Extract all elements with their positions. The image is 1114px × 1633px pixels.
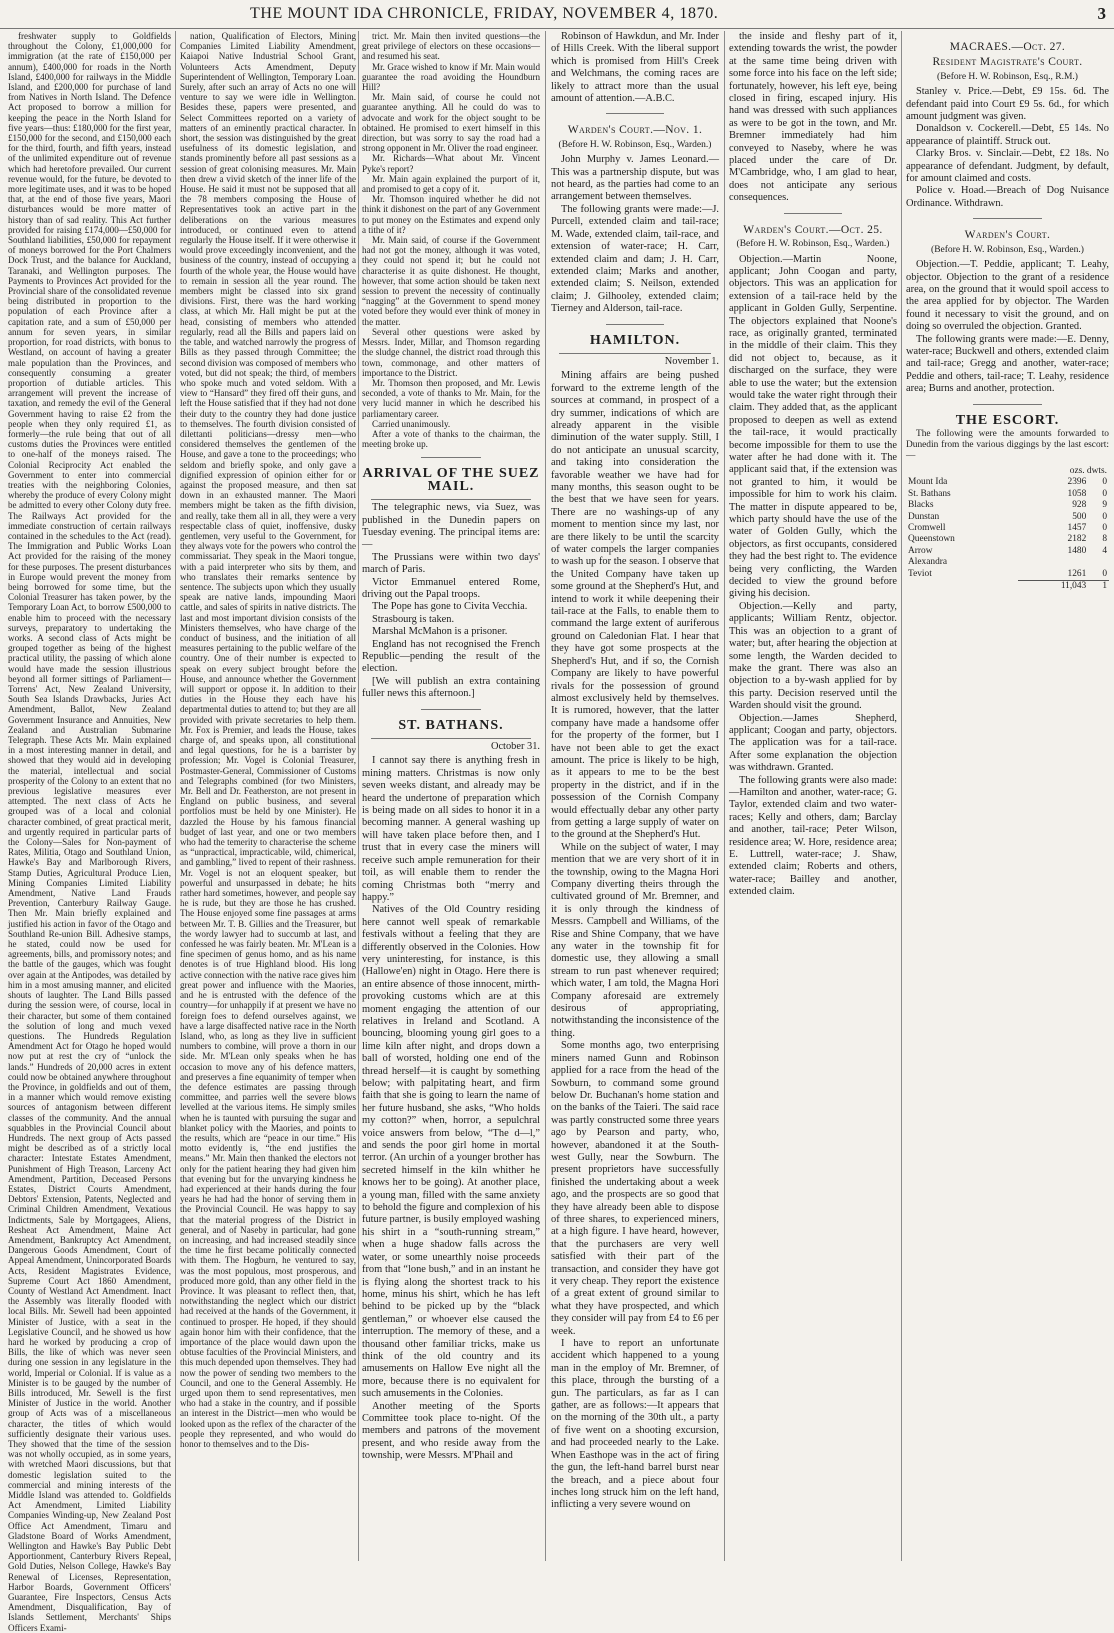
escort-header-row	[906, 466, 1109, 477]
court-subheading: (Before H. W. Robinson, Esq., R.M.)	[937, 71, 1078, 82]
escort-total-ozs: 11,043	[1018, 581, 1088, 593]
escort-row	[906, 489, 1109, 500]
article-paragraph: freshwater supply to Goldfields throughout the Colony, £1,000,000 for immigration (at the rate of £150,000 per annum), £400,000 for roads in the North Island, £400,000 for railways in the Middle Island, and £200,000 for purchase of land from Natives in North Island. The Defence Act proposed to borrow a million for keeping the peace in the North Island for five years—thus: £180,000 for the first year, £150,000 for the second, and £150,000 each for the third, fourth, and fifth years, instead of the unlimited expenditure out of revenue which had heretofore prevailed. Our current revenue would, for the future, be devoted to more legitimate uses, and it was to be hoped that, at the end of those five years, Maori disturbances would be more matter of history than of sad reality. This Act further provided for raising £174,000—£50,000 for Southland liabilities, £50,000 for repayment of moneys borrowed for the Port Chalmers Dock Trust, and the balance for Auckland, Taranaki, and Wellington purposes. The Payments to Provinces Act provided for the Provincial share of the consolidated revenue being distributed in proportion to the population of each Province after a capitation rate, and a sum of £50,000 per annum for seven years, in similar proportion, for road districts, with bonus to Westland, on account of having a greater male population than the Provinces, and consequently consuming a greater proportion of dutiable articles. This arrangement will prevent the increase of taxation, and remedy the evil of the General Government having to raise £2 from the people when they only required £1, as formerly—the rule being that out of all customs duties the Provinces were entitled to one-half of the moneys raised. The Colonial Reciprocity Act enabled the Government to enter into commercial treaties with the neighboring Colonies, whereby the produce of every Colony might be admitted to every other Colony duty free. The Railways Act provided for the immediate construction of certain railways contained in the schedules to the Act (read). The Immigration and Public Works Loan Act provided for the raising of the money for these purposes. The present disturbances in Europe would prevent the money from being borrowed for some time, but the Colonial Treasurer has taken power, by the Temporary Loan Act, to borrow £500,000 to enable him to proceed with the necessary surveys, preparatory to undertaking the works. A second class of Acts might be grouped together as being of the highest practical utility, the passing of which alone would have made the session illustrious beyond all former sittings of Parliament—Torrens' Act, New Zealand University, South Sea Islands Drawbacks, Juries Act Amendment, Ballot, New Zealand Government Insurance and Annuities, New Zealand and Australian Submarine Telegraph. These Acts Mr. Main explained in a most interesting manner in detail, and showed that they would aid in developing the material, intellectual and social prosperity of the Colony to an extent that no previous legislative measures ever attempted. The next class of Acts he grouped was of a local and colonial character combined, of great practical merit, and urgently required in particular parts of the Colony—Sales for Non-payment of Rates, Militia, Otago and Southland Union, Hawke's Bay and Marlborough Rivers, Stamp Duties, Agricultural Produce Lien, Mining Companies Limited Liability Amendment, Native Land Frauds Prevention, Canterbury Railway Gauge. Then Mr. Main briefly explained and justified his action in favor of the Otago and Southland Re-union Bill. Adhesive stamps, he stated, could now be used for agreements, bills, and promissory notes; and the battle of the gauges, which was fought over again at the Antipodes, was detailed by him in a most amusing manner, and elicited shouts of laughter. The Land Bills passed during the session were, of course, local in their character, but some of them contained the solution of long and much vexed questions. The Hundreds Regulation Amendment Act for Otago he hoped would now put at rest the cry of “unlock the lands.” Hundreds of 20,000 acres in extent could now be obtained anywhere throughout the Province, in goldfields and out of them, in a manner which would remove existing sources of antagonism between different classes of the community. And the annual squabbles in the Provincial Council about Hundreds. The next group of Acts passed might be described as of a strictly local character: Intestate Estates Amendment, Punishment of High Treason, Larceny Act Amendment, Partition, Deceased Persons Estates, District Courts Amendment, Debtors' Extension, Patents, Neglected and Criminal Children Amendment, Vexatious Indictments, Sale by Mortgagees, Aliens, Resheat Act Amendment, Maine Act Amendment, Bankruptcy Act Amendment, Dangerous Goods Amendment, Court of Appeal Amendment, Unincorporated Boards Acts, Resident Magistrates Evidence, Supreme Court Act 1860 Amendment, County of Westland Act Amendment. Inact the Assembly was literally flooded with local Bills. Mr. Sewell had been appointed Minister of Justice, with a seat in the Legislative Council, and he showed us how hard he worked by producing a crop of Bills, the like of which was never seen during one session in any legislature in the world, Imperial or Colonial. If is value as a Minister is to be gauged by the number of Bills introduced, Mr. Sewell is the first Minister of Justice in the world. Another group of Acts was of a miscellaneous character, the titles of which would sufficiently designate their various uses. They showed that the time of the session was not wholly occupied, as in some years, with wretched Maori discussions, but that domestic legislation suited to the commercial and mining interests of the Middle Island was attended to. Goldfields Act Amendment, Limited Liability Companies Winding-up, New Zealand Post Office Act Amendment, Timaru and Gladstone Board of Works Amendment, Wellington and Hawke's Bay Public Debt Apportionment, Canterbury Rivers Repeal, Gold Duties, Nelson College, Hawke's Bay Renewal of Licenses, Representation, Harbor Boards, Government Officers' Guarantee, Fire Inspectors, Census Acts Amendment, Disqualification, Bay of Islands Settlement, Merchants' Ships Officers Exami-	[8, 31, 171, 1633]
article-paragraph: The Pope has gone to Civita Vecchia.	[372, 601, 528, 613]
article-paragraph: Clarky Bros. v. Sinclair.—Debt, £2 18s. No appearance of defendant. Judgment, by default, for amount claimed and costs.	[906, 148, 1109, 185]
article-paragraph: Some months ago, two enterprising miners named Gunn and Robinson applied for a race from the head of the Sowburn, to command some ground below Dr. Buchanan's home station and on the banks of the Taieri. The said race was partly constructed some three years ago by Pearson and party, who, however, abandoned it at the South-west Gully, near the Sowburn. The present proprietors have successfully finished the undertaking about a week ago, and the prospects are so good that they have already been able to dispose of three shares, to experienced miners, at a high figure. I have heard, however, that the purchasers are very well satisfied with their part of the transaction, and consider they have got it very cheap. They report the existence of a great extent of ground similar to what they have prospected, and which they consider will pay from £4 to £6 per week.	[551, 1040, 719, 1337]
page-number: 3	[1097, 4, 1106, 23]
escort-ozs: 2396	[1067, 477, 1087, 488]
article-paragraph: Mr. Main said, of course he could not guarantee anything. All he could do was to advocate and work for the object sought to be obtained. He promised to exert himself in this direction, but was sorry to say the road had a strong opponent in Mr. Oliver the road engineer.	[362, 92, 540, 154]
section-heading: HAMILTON.	[589, 332, 681, 348]
escort-dwts	[1088, 557, 1109, 568]
section-divider	[606, 113, 663, 114]
escort-dwts: 0	[1102, 477, 1107, 488]
article-paragraph: Police v. Hoad.—Breach of Dog Nuisance Ordinance. Withdrawn.	[906, 185, 1109, 209]
escort-dwts: 9	[1102, 500, 1107, 511]
article-paragraph: Another meeting of the Sports Committee took place to-night. Of the members and patrons of the movement present, and who reside away from the township, were Messrs. M'Phail and	[362, 1400, 540, 1462]
escort-place: St. Bathans	[908, 488, 951, 499]
escort-row	[906, 534, 1109, 545]
heading-rule	[371, 738, 531, 739]
section-divider	[421, 709, 482, 710]
court-subheading: (Before H. W. Robinson, Esq., Warden.)	[736, 239, 890, 250]
court-subheading: (Before H. W. Robinson, Esq., Warden.)	[558, 139, 712, 150]
section-heading: Warden's Court.—Oct. 25.	[743, 223, 883, 236]
article-paragraph: nation, Qualification of Electors, Mining Companies Limited Liability Amendment, Kaiapoi Native Industrial School Grant, Volunteers Acts Amendment, Deputy Superintendent of Wellington, Temporary Loan. Surely, after such an array of Acts no one will venture to say we were idle in Wellington. Besides these, papers were presented, and Select Committees reported on a variety of matters of an eminently practical character. In short, the session was distinguished by the great usefulness of its domestic legislation, and stands prominently before all past sessions as a session of great colonising measures. Mr. Main then drew a vivid sketch of the inner life of the House. He said it must not be supposed that all the 78 members composing the House of Representatives took an active part in the deliberations on the various measures introduced, or continued even to attend regularly the House itself. If it were otherwise it would prove exceedingly inconvenient, and the business of the country, instead of occupying a fourth of the whole year, the House would have to remain in session all the year round. The members might be classed into six grand divisions. First, there was the hard working class, at which Mr. Hall might be put at the head, consisting of members who attended regularly, read all the Bills and papers laid on the table, and watched narrowly the progress of Bills as they passed through Committee; the second division was composed of members who voted, but did not speak; the third, of members who spoke much and voted seldom. With a view to “Hansard” they fired off their guns, and left the House satisfied that if they had not done their duty to the country they had done justice to themselves. The fourth division consisted of dilettanti politicians—dressy men—who considered themselves the gentlemen of the House, and gave a tone to the proceedings; who seldom and briefly spoke, and only gave a dignified expression of opinion either for or against the proposed measure, and then sat down in an exhausted manner. The Maori members might be taken as the fifth division, and really, take them all in all, they were a very respectable class of quiet, inoffensive, dusky gentlemen, very useful to the Government, for they always vote for the powers who control the commissariat. They speak in the Maori tongue, with a paid interpreter who sits by them, and who translates their remarks sentence by sentence. The subjects upon which they usually speak are native lands, impounding Maori cattle, and sales of spirits in native districts. The last and most important division consists of the Ministers themselves, who have charge of the conduct of business, and the initiation of all measures pertaining to the public welfare of the country. One of their number is expected to speak on every subject brought before the House, and announce whether the Government will support or oppose it. In addition to their duties in the House they each have his departmental duties to attend to; but they are all provided with private secretaries to help them. Mr. Fox is Premier, and leads the House, takes charge of, and speaks upon, all constitutional and legal questions, for he is a barrister by profession; Mr. Vogel is Colonial Treasurer, Postmaster-General, Commissioner of Customs and Telegraphs combined (for two Ministers, Mr. Bell and Dr. Featherston, are not present in England on public business, and several portfolios must be held by one Minister). He dazzled the House by his famous financial budget of last year, and one or two members who had the temerity to characterise the scheme as “unpractical, impracticable, wild, chimerical, and gambling,” lived to repent of their rashness. Mr. Vogel is not an eloquent speaker, but powerful and unsurpassed in debate; he hits rather hard sometimes, however, and people say he is rude, but they are those he has crushed. The House enjoyed some fine passages at arms between Mr. T. B. Gillies and the Treasurer, but the wordy lawyer had to succumb at last, and confessed he was fairly beaten. Mr. M'Lean is a fine specimen of genus homo, and as his name denotes is of true Highland blood. His long active connection with the native race gives him great power and influence with the Maories, and he is entrusted with the defence of the country—for unhappily if at present we have no foreign foes to defend ourselves against, we have a large disaffected native race in the North Island, who, as long as they live in sufficient numbers to combine, will prove a thorn in our side. Mr. M'Lean only speaks when he has occasion to move any of his defence matters, and preserves a fine equanimity of temper when the defence estimates are passing through committee, and parries well the severe blows levelled at the various items. He simply smiles when he is taunted with pursuing the sugar and blanket policy with the Maories, and points to the results, which are “peace in our time.” His motto evidently is, “the end justifies the means.” Mr. Main then thanked the electors not only for the patient hearing they had given him that evening but for the unvarying kindness he had experienced at their hands during the four years he had had the honor of serving them in the Provincial Council. He was happy to say that the material progress of the District in general, and of Naseby in particular, had gone on increasing, and had increased steadily since the time he first became politically connected with them. The Hogburn, he ventured to say, was the most populous, most prosperous, and produced more gold, than any other field in the Province. It was pleasant to reflect then, that, notwithstanding the neglect which our district had received at the hands of the Government, it continued to prosper. He hoped, if they should again honor him with their confidence, that the importance of the place would dawn upon the obtuse faculties of the Provincial Ministers, and this much depended upon themselves. They had now the power of sending two members to the Council, and one to the General Assembly. He urged upon them to send representatives, men who had a stake in the country, and if possible an interest in the District—men who would be looked upon as the reflex of the character of the people they represented, and who would do honor to themselves and to the Dis-	[180, 31, 356, 1450]
escort-dwts: 0	[1102, 568, 1107, 579]
column-rule	[358, 31, 359, 1561]
escort-row	[906, 523, 1109, 534]
masthead-title: THE MOUNT IDA CHRONICLE, FRIDAY, NOVEMBER 4, 1870.	[250, 5, 719, 22]
column-rule	[901, 31, 902, 1561]
escort-place: Dunstan	[908, 511, 940, 522]
escort-place: Alexandra	[908, 557, 948, 568]
court-subheading: (Before H. W. Robinson, Esq., Warden.)	[931, 244, 1084, 255]
article-paragraph: Objection.—James Shepherd, applicant; Coogan and party, objectors. The application was for a tail-race. After some explanation the objection was withdrawn. Granted.	[729, 712, 897, 774]
escort-dwts: 0	[1102, 523, 1107, 533]
article-paragraph: Victor Emmanuel entered Rome, driving out the Papal troops.	[362, 576, 540, 600]
article-paragraph: While on the subject of water, I may mention that we are very short of it in the township, owing to the Magna Hori Company diverting theirs through the cultivated ground of Mr. Bremner, and it is only through the kindness of Messrs. Campbell and Williams, of the Rise and Shine Company, that we have any water in the township fit for domestic use, they allowing a small stream to run past whenever required; which water, I am told, the Magna Hori Company aforesaid are extremely desirous of appropriating, notwithstanding the inconsistence of the thing.	[551, 841, 719, 1039]
article-paragraph: Mr. Main said, of course if the Government had not got the money, although it was voted, they could not spend it; but he could not characterise it as quite dishonest. He thought, however, that some action should be taken next session to prevent the necessity of continually “nagging” at the Government to spend money voted before they would ever think of money in the matter.	[362, 235, 540, 327]
section-heading: ARRIVAL OF THE SUEZ MAIL.	[362, 466, 540, 494]
article-paragraph: Objection.—Kelly and party, applicants; William Rentz, objector. This was an objection to a grant of water; but, after hearing the objection at some length, the Warden decided to make the grant. There was also an objection to a by-wash applied for by this party. Decision reserved until the Warden should visit the ground.	[729, 600, 897, 712]
escort-row	[906, 546, 1109, 557]
column-6	[906, 31, 1109, 1561]
article-paragraph: Robinson of Hawkdun, and Mr. Inder of Hills Creek. With the liberal support which is promised from Hill's Creek and Welchmans, the coming races are likely to attract more than the usual amount of attention.—A.B.C.	[551, 31, 719, 105]
escort-dwts: 4	[1102, 545, 1107, 556]
article-paragraph: Stanley v. Price.—Debt, £9 15s. 6d. The defendant paid into Court £9 5s. 6d., for which amount judgment was given.	[906, 86, 1109, 123]
escort-place: Arrow	[908, 545, 933, 556]
escort-rows	[906, 477, 1109, 580]
escort-total-dwts: 1	[1088, 581, 1109, 593]
article-paragraph: Several other questions were asked by Messrs. Inder, Millar, and Thomson regarding the sludge channel, the district road through this town, commonage, and other matters of importance to the District.	[362, 326, 540, 378]
article-paragraph: John Murphy v. James Leonard.—This was a partnership dispute, but was not heard, as the parties had come to an arrangement between themselves.	[551, 154, 719, 203]
escort-place: Cromwell	[908, 523, 946, 533]
column-3	[362, 31, 540, 1561]
section-heading: MACRAES.—Oct. 27.	[949, 41, 1066, 53]
article-paragraph: The following grants were made:—E. Denny, water-race; Buckwell and others, extended claim and tail-race; Gregg and another, water-race; Peddie and others, tail-race; T. Leahy, residence area; Burns and another, protection.	[906, 333, 1109, 395]
st-bathans-article	[362, 717, 540, 1463]
escort-place: Queenstown	[908, 534, 955, 545]
escort-row	[906, 569, 1109, 581]
column-5	[729, 31, 897, 1561]
section-heading: THE ESCORT.	[955, 412, 1060, 428]
article-paragraph: The Prussians were within two days' march of Paris.	[362, 551, 540, 576]
escort-row	[906, 477, 1109, 488]
column-rule	[175, 31, 176, 1561]
article-paragraph: After a vote of thanks to the chairman, the meeting broke up.	[362, 428, 540, 450]
escort-ozs: 928	[1072, 500, 1087, 511]
suez-mail-article	[362, 468, 540, 700]
escort-row	[906, 512, 1109, 523]
escort-ozs: 1261	[1067, 568, 1087, 579]
article-paragraph: Objection.—T. Peddie, applicant; T. Leahy, objector. Objection to the grant of a residence area, on the ground that it would spoil access to the area applied for by objector. The Warden found it necessary to visit the ground, and on doing so overruled the objection. Granted.	[906, 259, 1109, 333]
section-divider	[784, 213, 841, 214]
article-paragraph: Mr. Richards—What about Mr. Vincent Pyke's report?	[362, 153, 540, 174]
dateline: October 31.	[490, 741, 540, 753]
article-paragraph: Carried unanimously.	[372, 418, 451, 429]
column-1	[8, 31, 171, 1633]
escort-table	[906, 466, 1109, 592]
article-paragraph: Mr. Grace wished to know if Mr. Main would guarantee the road avoiding the Houndburn Hill?	[362, 61, 540, 93]
escort-place: Blacks	[908, 500, 934, 511]
article-paragraph: Mr. Thomson inquired whether he did not think it dishonest on the part of any Government to put money on the Estimates and expend only a tithe of it?	[362, 194, 540, 235]
escort-ozs: 1480	[1067, 545, 1087, 556]
section-divider	[421, 457, 482, 458]
escort-ozs: 1457	[1067, 523, 1087, 533]
section-heading: Warden's Court.—Nov. 1.	[567, 124, 703, 137]
escort-row	[906, 500, 1109, 511]
section-heading: Resident Magistrate's Court.	[932, 56, 1083, 69]
article-paragraph: Mr. Main again explained the purport of it, and promised to get a copy of it.	[362, 173, 540, 195]
escort-dwts: 0	[1102, 511, 1107, 522]
article-paragraph: Mr. Thomson then proposed, and Mr. Lewis seconded, a vote of thanks to Mr. Main, for the very lucid manner in which he described his parliamentary career.	[362, 377, 540, 419]
heading-rule	[559, 353, 710, 354]
section-divider	[973, 218, 1042, 219]
article-paragraph: Objection.—Martin Noone, applicant; John Coogan and party, objectors. This was an application for extension of a tail-race held by the applicant in Golden Gully, Serpentine. The objectors explained that Noone's race, as originally granted, terminated in the middle of their claim. This they did not object to, because, as it discharged on the surface, they were able to use the water; but the extension would take the water right through their claim. They added that, as the applicant proposed to deepen as well as extend the tail-race, it would practically become impossible for them to use the water after he had done with it. The applicant said that, if the extension was not granted to him, it would be impossible for him to work his claim. The matter in dispute appeared to be, which party should have the use of the water of Golden Gully, which the objectors, as first occupants, considered they had the best right to. The evidence being very conflicting, the Warden decided to view the ground before giving his decision.	[729, 253, 897, 600]
article-paragraph: [We will publish an extra containing fuller news this afternoon.]	[362, 675, 540, 700]
escort-ozs: 1058	[1067, 488, 1087, 499]
escort-units: ozs. dwts.	[1069, 465, 1107, 476]
escort-total-row	[906, 581, 1109, 593]
escort-ozs: 500	[1072, 511, 1087, 522]
article-paragraph: the inside and fleshy part of it, extending towards the wrist, the powder at the same time being driven with some force into his face on the left side; fortunately, however, his left eye, being closed in firing, escaped injury. His hand was dressed with such appliances as were to be got in the town, and Mr. Bremner immediately had him conveyed to Naseby, where he was placed under the care of Dr. M'Cambridge, who, I am glad to hear, does not anticipate any serious consequences.	[729, 31, 897, 204]
article-paragraph: The following were the amounts forwarded to Dunedin from the various diggings by the last escort:—	[906, 428, 1109, 461]
article-paragraph: The telegraphic news, via Suez, was published in the Dunedin papers on Tuesday evening. The principal items are:—	[362, 502, 540, 551]
article-paragraph: I have to report an unfortunate accident which happened to a young man in the employ of Mr. Bremner, of this place, through the bursting of a gun. The particulars, as far as I can gather, are as follows:—It appears that on the morning of the 30th ult., a party of five went on a shooting excursion, and had proceeded nearly to the Lake. When Easthope was in the act of firing the gun, the left-hand barrel burst near the breach, and a piece about four inches long struck him on the left hand, inflicting a very severe wound on	[551, 1338, 719, 1511]
dateline: November 1.	[664, 355, 719, 367]
section-heading: Warden's Court.	[964, 229, 1051, 242]
column-4	[551, 31, 719, 1561]
article-paragraph: Mining affairs are being pushed forward to the extreme length of the sources at command, in prospect of a dry summer, indications of which are already apparent in the visible diminution of the water supply. Still, I do not anticipate an unusual scarcity, and taking into consideration the favorable weather we have had for many months, this season ought to be the best that we have seen for years. There are no washings-up of any moment to mention since my last, nor are there likely to be until the scarcity of water compels the larger companies to wash up for the season. I observe that the United Company have taken up some ground at the Shepherd's Hut, and intend to work it while deepening their tail-race at the Falls, to enable them to command the large extent of auriferous ground on Caledonian Flat. I hear that they have got some prospects at the Shepherd's Hut, and if so, the Cornish Company are likely to have powerful rivals for the possession of ground almost exclusively held by themselves. It is rumored, however, that the latter company have made a handsome offer for the property of the former, but I have not been able to get the exact amount. The price is likely to be high, as it appears to me to be the best property in the district, and if in the possession of the Cornish Company would effectually debar any other party from getting a large supply of water on to the ground at the Shepherd's Hut.	[551, 370, 719, 841]
heading-rule	[371, 499, 531, 500]
escort-place: Mount Ida	[908, 477, 948, 488]
section-divider	[606, 324, 663, 325]
escort-row	[906, 557, 1109, 568]
masthead	[0, 0, 1114, 29]
article-paragraph: The following grants were also made:—Hamilton and another, water-race; G. Taylor, extended claim and two water-races; Kelly and others, dam; Barclay and another, tail-race; Peter Wilson, residence area; W. Hore, residence area; E. Luttrell, water-race; J. Shaw, extended claim; Roberts and others, water-race; Bailley and another, extended claim.	[729, 774, 897, 898]
article-paragraph: The following grants were made:—J. Purcell, extended claim and tail-race; M. Wade, extended claim, tail-race, and extension of water-race; H. Carr, extended claim and dam; J. H. Carr, extended claim; Marks and another, extended claim; S. Neilson, extended claim; J. Gilhooley, extended claim; Tierney and Alderson, tail-race.	[551, 203, 719, 315]
escort-place: Teviot	[908, 568, 932, 579]
article-paragraph: trict. Mr. Main then invited questions—the great privilege of electors on these occasions—and resumed his seat.	[362, 31, 540, 62]
column-2	[180, 31, 356, 1561]
article-paragraph: Strasbourg is taken.	[372, 613, 455, 625]
column-rule	[724, 31, 725, 1561]
article-paragraph: England has not recognised the French Republic—pending the result of the election.	[362, 638, 540, 675]
column-rule	[545, 31, 546, 1561]
escort-ozs	[1018, 557, 1088, 568]
escort-dwts: 0	[1102, 488, 1107, 499]
escort-ozs: 2182	[1067, 534, 1087, 545]
escort-dwts: 8	[1102, 534, 1107, 545]
article-paragraph: I cannot say there is anything fresh in mining matters. Christmas is now only seven weeks distant, and already may be heard the undertone of preparation which is being made on all sides to honor it in a becoming manner. A general washing up will have taken place before then, and I trust that in every case the miners will receive such ample remuneration for their toil, as will enable them to render the coming Christmas both “merry and happy.”	[362, 755, 540, 903]
article-paragraph: Marshal McMahon is a prisoner.	[372, 626, 508, 638]
section-divider	[973, 404, 1042, 405]
article-paragraph: Natives of the Old Country residing here cannot well speak of remarkable festivals without a feeling that they are differently observed in the Colonies. How very uninteresting, for instance, is this (Hallowe'en) night in Otago. Here there is an entire absence of those innocent, mirth-provoking customs which are at this moment engaging the attention of our relatives in Ireland and Scotland. A bouncing, blooming young girl goes to a lime kiln after night, and drops down a ball of worsted, holding one end of the thread herself—it is caught by something below; with palpitating heart, and firm faith that she is going to learn the name of her future husband, she asks, “Who holds my cotton?” when, horror, a sepulchral voice answers from below, “The d—l,” and sends the poor girl home in mortal terror. (An urchin of a younger brother has secreted himself in the kiln whither he knows her to be going). At another place, a young man, filled with the same anxiety to behold the figure and complexion of his future partner, is busily employed washing his shirt in a “south-running stream,” when a huge shadow falls across the water, or some unearthly noise proceeds from that “lone bush,” and in an instant he is flying along the shortest track to his home, minus his shirt, which he has left behind to be picked up by the “black gentleman,” or whoever else caused the interruption. The memory of these, and a thousand other familiar tricks, make us think of the old country and its amusements on Hallow Eve night all the more, because there is no equivalent for such amusements in the Colonies.	[362, 904, 540, 1400]
article-paragraph: Donaldson v. Cockerell.—Debt, £5 14s. No appearance of plaintiff. Struck out.	[906, 123, 1109, 147]
meeting-report	[362, 31, 540, 449]
section-heading: ST. BATHANS.	[398, 717, 504, 733]
